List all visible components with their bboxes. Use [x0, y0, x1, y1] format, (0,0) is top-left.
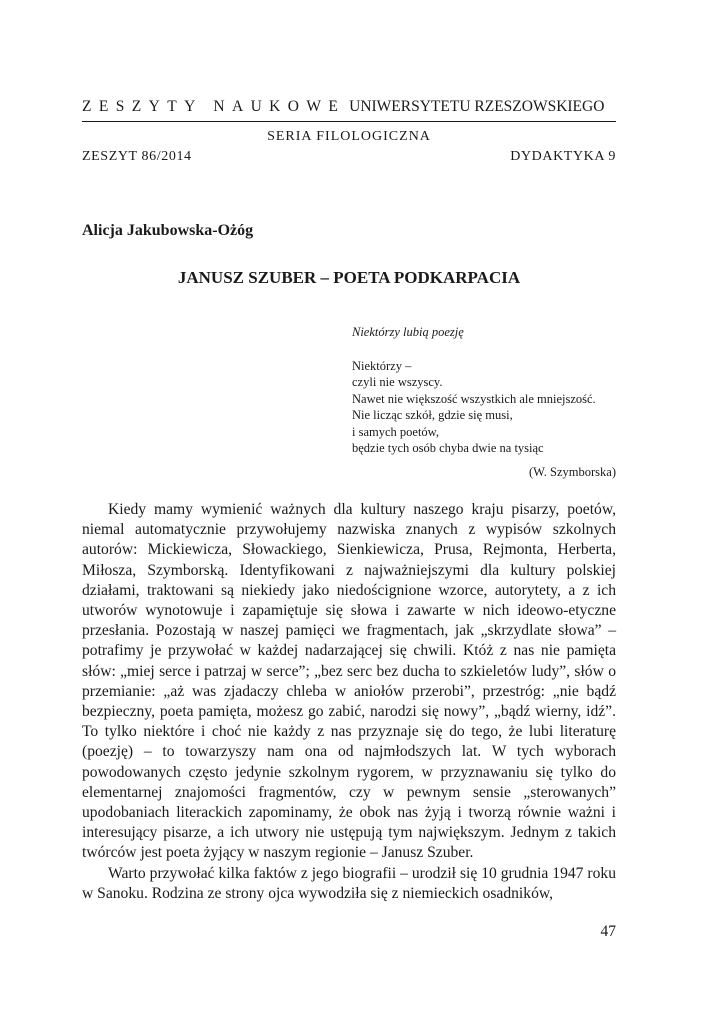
body-paragraph: Kiedy mamy wymienić ważnych dla kultury naszego kraju pisarzy, poetów, niemal automatycznie przywołujemy nazwiska znanych z wypisów szkolnych autorów: Mickiewicza, Słowackiego, Sienkiewicza, Prusa, Rejmonta, Herberta, Miłosza, Szymborską. Identyfikowani z najważniejszymi dla kultury polskiej działami, traktowani są niekiedy jako niedoścignione wzorce, autorytety, a z ich utworów wynotowuje i zapamiętuje się słowa i zawarte w nich ideowo-etyczne przesłania. Pozostają w naszej pamięci we fragmentach, jak „skrzydlate słowa” – potrafimy je przywołać w każdej nadarzającej się chwili. Któż z nas nie pamięta słów: „miej serce i patrzaj w serce”; „bez serc bez ducha to szkieletów ludy”, słów o przemianie: „aż was zjadaczy chleba w aniołów przerobi”, przestróg: „nie bądź bezpieczny, poeta pamięta, możesz go zabić, narodzi się nowy”, „bądź wierny, idź”. To tylko niektóre i choć nie każdy z nas przyznaje się do tego, że lubi literaturę (poezję) – to towarzyszy nam ona od najmłodszych lat. W tych wyborach powodowanych często jedynie szkolnym rygorem, w przyznawaniu się tylko do elementarnej znajomości fragmentów, czy w pewnym sensie „sterowanych” upodobaniach literackich zapominamy, że obok nas żyją i tworzą równie ważni i interesujący pisarze, a ich utwory nie ustępują tym największym. Jednym z takich twórców jest poeta żyjący w naszym regionie – Janusz Szuber. [82, 501, 616, 862]
journal-title-rest: UNIWERSYTETU RZESZOWSKIEGO [349, 98, 605, 115]
header-rule [82, 121, 616, 122]
motto-line: czyli nie wszyscy. [352, 375, 443, 389]
motto-line: Nie licząc szkół, gdzie się musi, [352, 408, 513, 422]
motto-line: i samych poetów, [352, 424, 440, 439]
paper-page [82, 0, 616, 1024]
motto-source: (W. Szymborska) [528, 464, 616, 479]
article-title: JANUSZ SZUBER – POETA PODKARPACIA [177, 268, 521, 287]
motto-line: będzie tych osób chyba dwie na tysiąc [352, 441, 544, 455]
journal-title [82, 98, 616, 116]
motto-line: Nawet nie większość wszystkich ale mniejszość. [352, 391, 596, 406]
issue-row [82, 148, 616, 165]
section-name: DYDAKTYKA 9 [510, 149, 616, 164]
journal-title-spaced: ZESZYTY NAUKOWE [82, 98, 346, 115]
motto-line: Niektórzy – [352, 358, 412, 373]
motto-title: Niektórzy lubią poezję [352, 325, 464, 339]
body-text [82, 500, 616, 904]
body-paragraph: Warto przywołać kilka faktów z jego biografii – urodził się 10 grudnia 1947 roku w Sanoku. Rodzina ze strony ojca wywodziła się z niemieckich osadników, [82, 864, 616, 902]
page-number: 47 [600, 923, 616, 940]
issue-number: ZESZYT 86/2014 [82, 149, 192, 164]
series-name: SERIA FILOLOGICZNA [267, 129, 431, 144]
article-author: Alicja Jakubowska-Ożóg [82, 222, 254, 239]
motto-epigraph [352, 324, 616, 480]
